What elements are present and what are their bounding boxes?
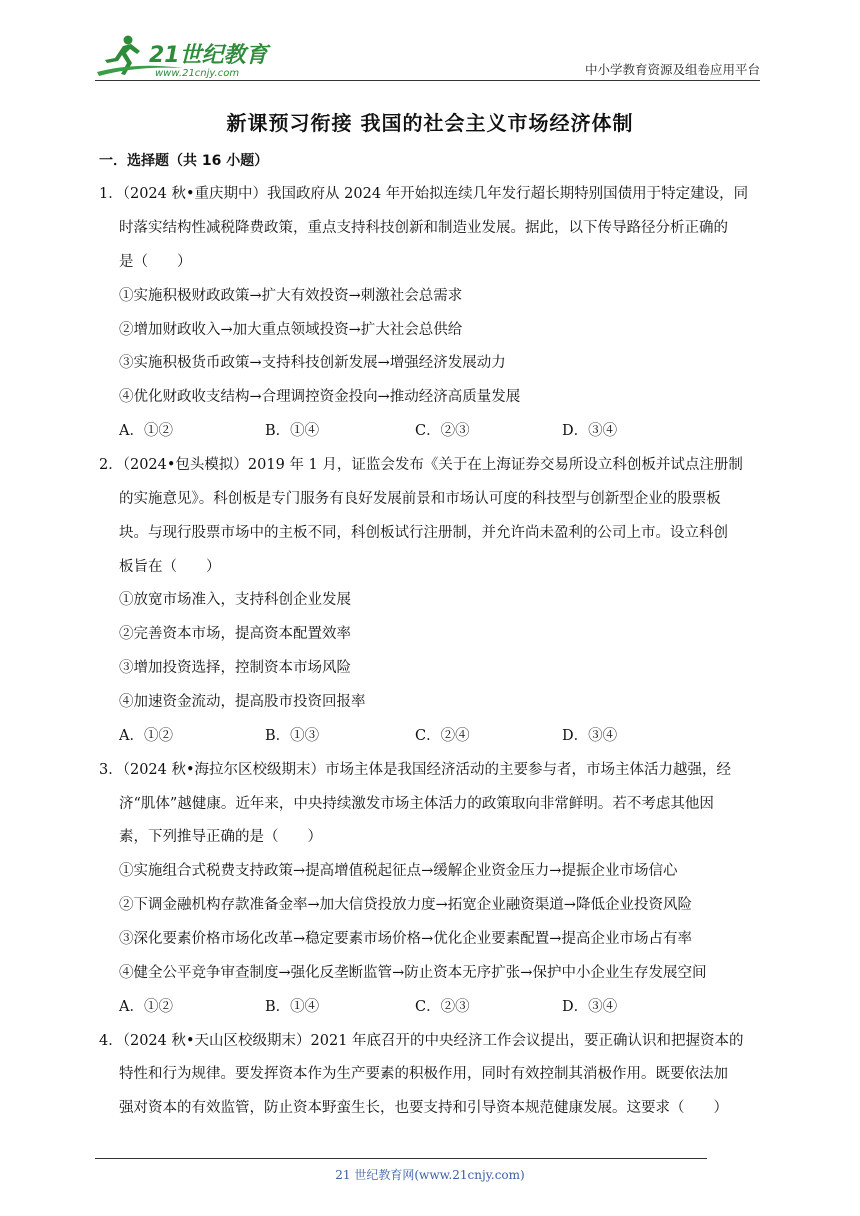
answer-choice-b[interactable]: B．①④ <box>265 999 320 1015</box>
question-text-line: 特性和行为规律。要发挥资本作为生产要素的积极作用，同时有效控制其消极作用。既要依法加 <box>119 1066 728 1082</box>
option-item: ④优化财政收支结构→合理调控资金投向→推动经济高质量发展 <box>119 389 521 405</box>
footer-divider <box>95 1158 707 1159</box>
answer-choice-a[interactable]: A．①② <box>119 423 173 439</box>
option-item: ④健全公平竞争审查制度→强化反垄断监管→防止资本无序扩张→保护中小企业生存发展空间 <box>119 965 707 981</box>
answer-choice-d[interactable]: D．③④ <box>562 999 618 1015</box>
logo <box>95 32 295 80</box>
question-text-line: 强对资本的有效监管，防止资本野蛮生长，也要支持和引导资本规范健康发展。这要求（ ） <box>119 1100 728 1116</box>
answer-choices <box>119 726 759 746</box>
answer-choice-a[interactable]: A．①② <box>119 728 173 744</box>
answer-choice-d[interactable]: D．③④ <box>562 728 618 744</box>
page-header <box>95 32 760 82</box>
option-item: ③增加投资选择，控制资本市场风险 <box>119 660 351 676</box>
answer-choice-b[interactable]: B．①③ <box>265 728 320 744</box>
question-text-line: 3．（2024 秋•海拉尔区校级期末）市场主体是我国经济活动的主要参与者，市场主体活力越强，经 <box>99 762 732 778</box>
question-text-line: 是（ ） <box>119 254 192 270</box>
option-item: ③实施积极货币政策→支持科技创新发展→增强经济发展动力 <box>119 355 506 371</box>
question-text-line: 2．（2024•包头模拟）2019 年 1 月，证监会发布《关于在上海证券交易所设立科创板并试点注册制 <box>99 457 743 473</box>
answer-choices <box>119 421 759 441</box>
answer-choice-c[interactable]: C．②③ <box>415 423 470 439</box>
header-divider <box>95 80 760 81</box>
question-text-line: 4．（2024 秋•天山区校级期末）2021 年底召开的中央经济工作会议提出，要正确认识和把握资本的 <box>99 1033 744 1049</box>
logo-text: 21世纪教育 <box>149 43 268 68</box>
option-item: ③深化要素价格市场化改革→稳定要素市场价格→优化企业要素配置→提高企业市场占有率 <box>119 931 692 947</box>
question-text-line: 时落实结构性减税降费政策，重点支持科技创新和制造业发展。据此，以下传导路径分析正确的 <box>119 220 728 236</box>
option-item: ④加速资金流动，提高股市投资回报率 <box>119 694 366 710</box>
question-text-line: 济“肌体”越健康。近年来，中央持续激发市场主体活力的政策取向非常鲜明。若不考虑其他因 <box>119 796 714 812</box>
answer-choice-d[interactable]: D．③④ <box>562 423 618 439</box>
answer-choice-c[interactable]: C．②③ <box>415 999 470 1015</box>
answer-choice-b[interactable]: B．①④ <box>265 423 320 439</box>
option-item: ②下调金融机构存款准备金率→加大信贷投放力度→拓宽企业融资渠道→降低企业投资风险 <box>119 897 692 913</box>
section-title: 一．选择题（共 16 小题） <box>99 153 269 169</box>
answer-choices <box>119 997 759 1017</box>
question-text-line: 块。与现行股票市场中的主板不同，科创板试行注册制，并允许尚未盈利的公司上市。设立科创 <box>119 525 728 541</box>
option-item: ①实施积极财政政策→扩大有效投资→刺激社会总需求 <box>119 288 463 304</box>
question-text-line: 素，下列推导正确的是（ ） <box>119 829 322 845</box>
logo-url: www.21cnjy.com <box>155 68 240 79</box>
question-text-line: 板旨在（ ） <box>119 559 221 575</box>
option-item: ①放宽市场准入，支持科创企业发展 <box>119 592 351 608</box>
option-item: ②完善资本市场，提高资本配置效率 <box>119 626 351 642</box>
footer-link[interactable]: 21 世纪教育网(www.21cnjy.com) <box>335 1168 525 1182</box>
document-title: 新课预习衔接 我国的社会主义市场经济体制 <box>226 111 634 135</box>
option-item: ②增加财政收入→加大重点领域投资→扩大社会总供给 <box>119 322 463 338</box>
question-text-line: 的实施意见》。科创板是专门服务有良好发展前景和市场认可度的科技型与创新型企业的股票板 <box>119 491 721 507</box>
option-item: ①实施组合式税费支持政策→提高增值税起征点→缓解企业资金压力→提振企业市场信心 <box>119 863 678 879</box>
answer-choice-c[interactable]: C．②④ <box>415 728 470 744</box>
platform-name: 中小学教育资源及组卷应用平台 <box>584 62 760 77</box>
question-text-line: 1．（2024 秋•重庆期中）我国政府从 2024 年开始拟连续几年发行超长期特别国债用于特定建设，同 <box>99 186 749 202</box>
answer-choice-a[interactable]: A．①② <box>119 999 173 1015</box>
